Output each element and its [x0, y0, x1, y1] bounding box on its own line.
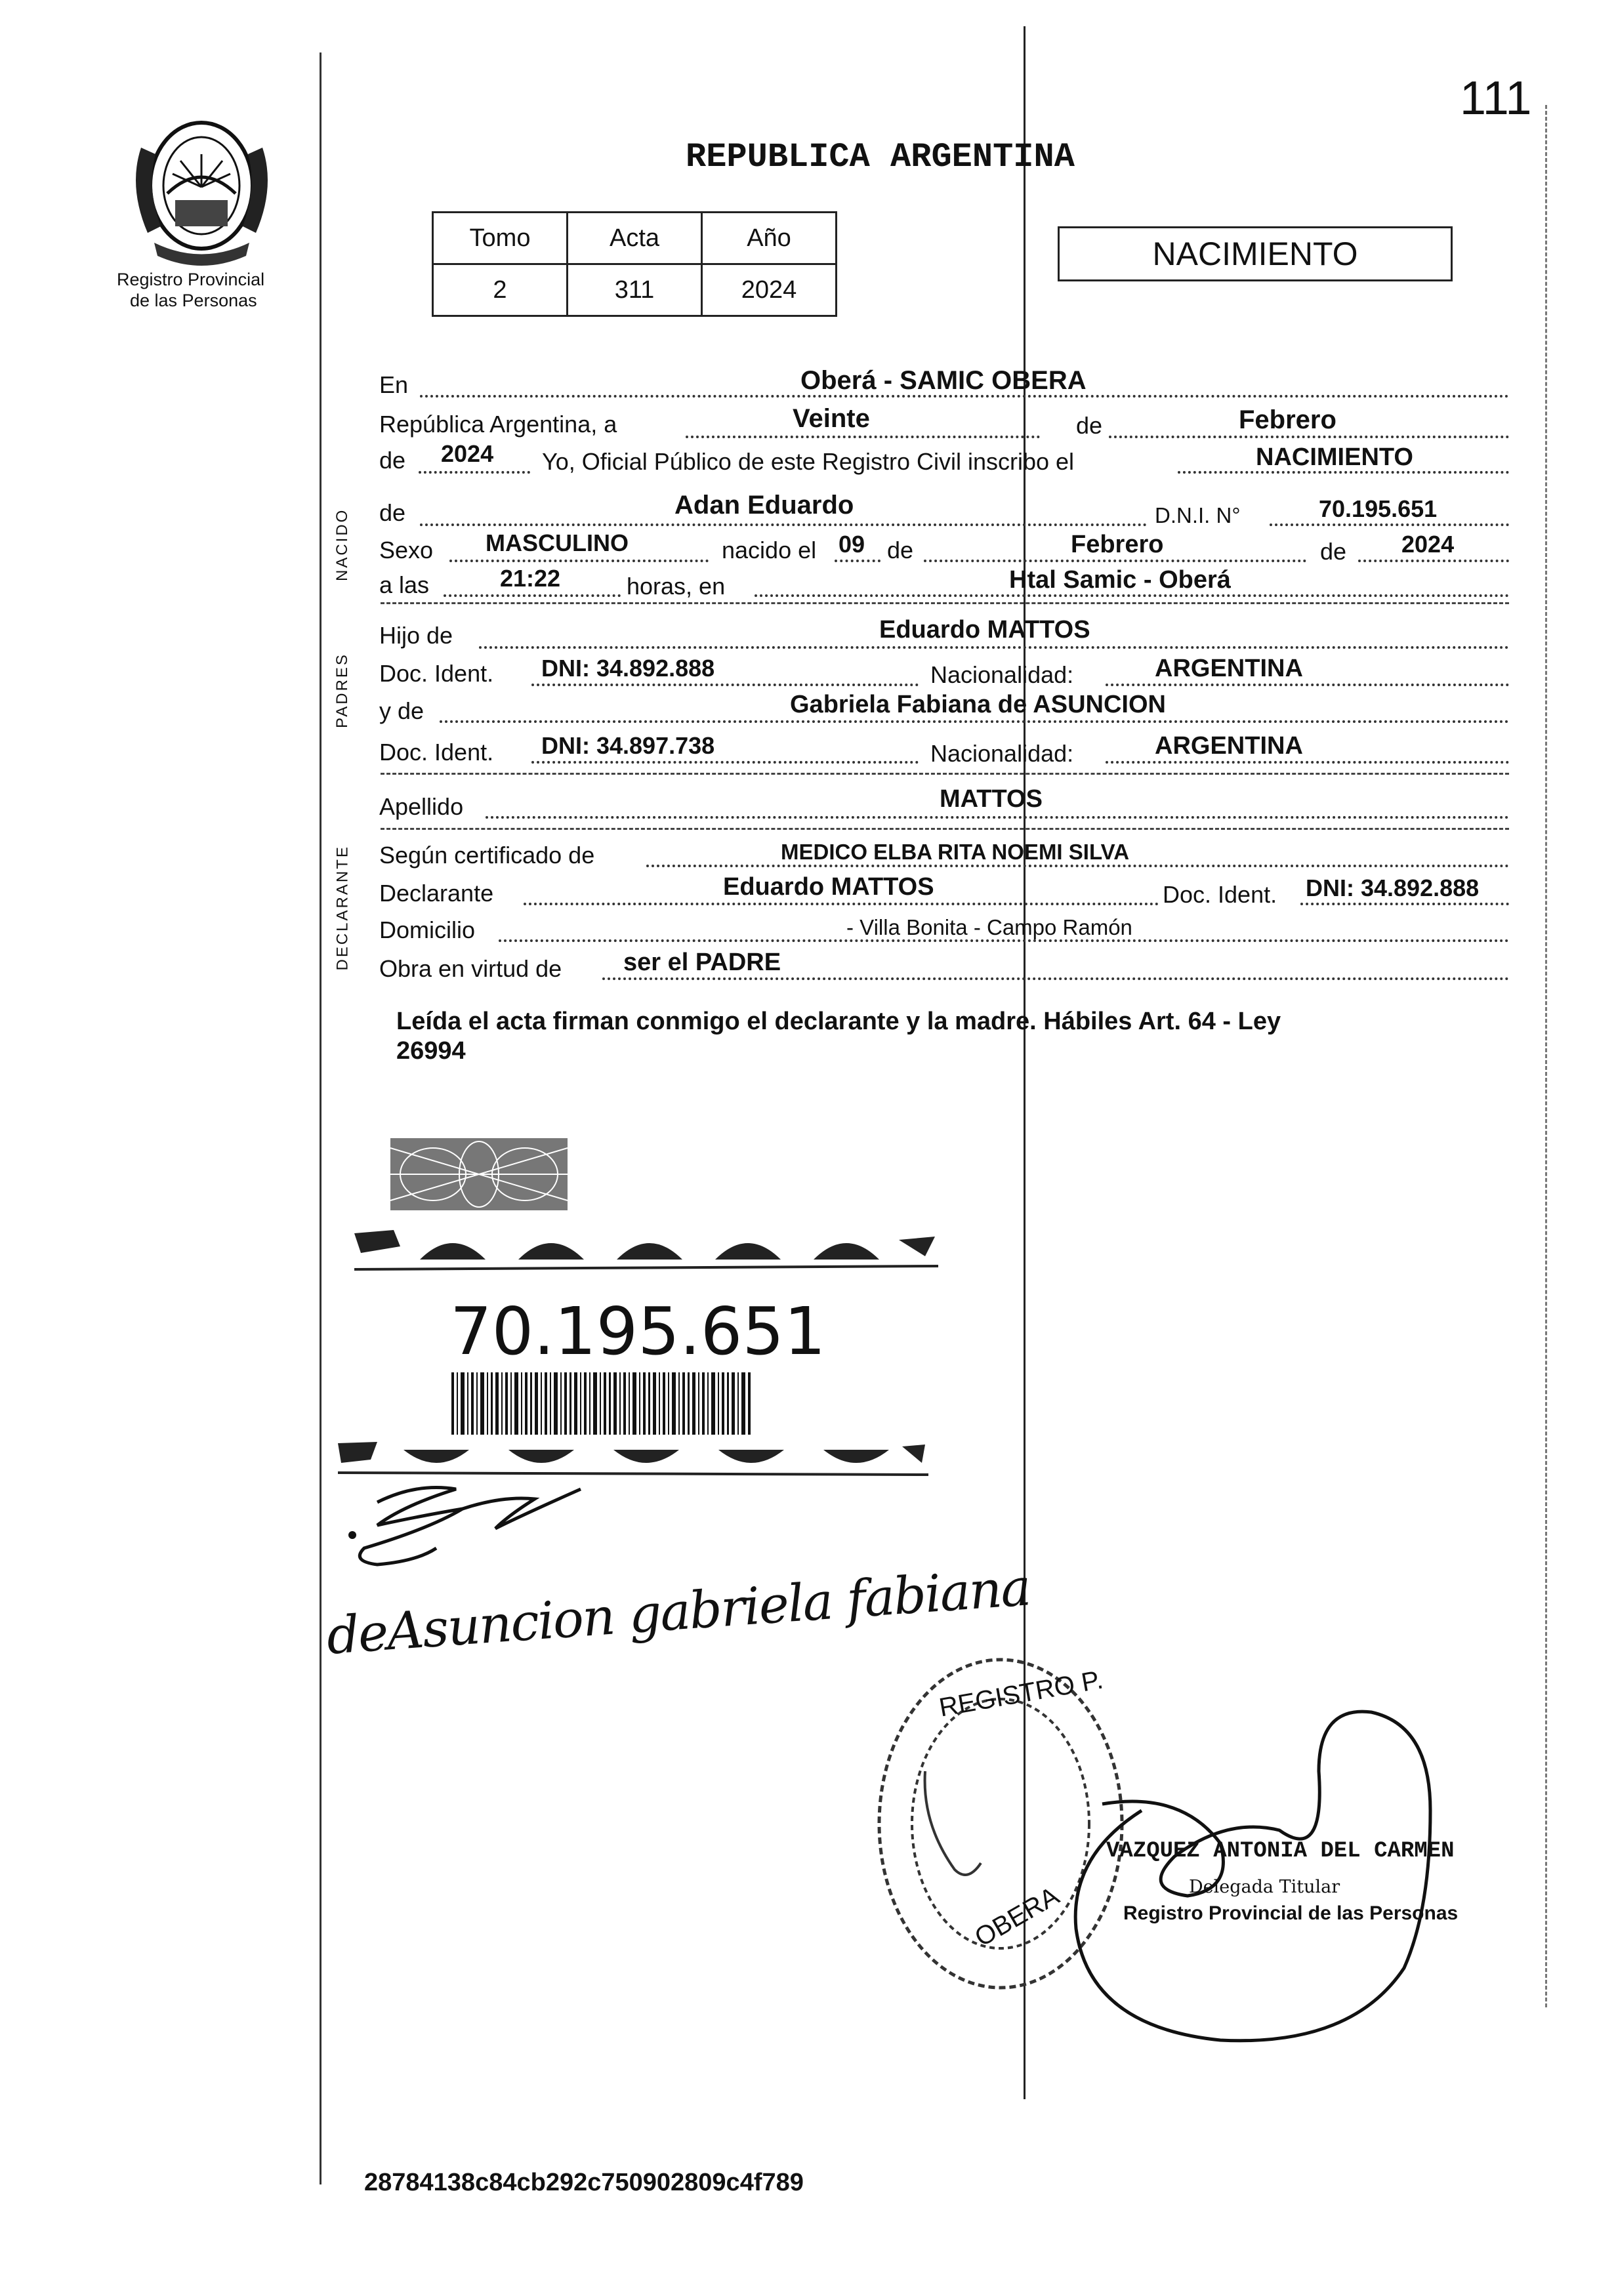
certificado-label: Según certificado de [379, 842, 595, 869]
day-value: Veinte [793, 404, 870, 433]
padre-nac-value: ARGENTINA [1155, 655, 1303, 682]
apellido-value: MATTOS [940, 785, 1043, 813]
sticker-id-number: 70.195.651 [450, 1293, 826, 1370]
section-label-padres: PADRES [333, 653, 351, 728]
year-value: 2024 [441, 440, 494, 467]
misiones-emblem [115, 108, 289, 272]
dni-label: D.N.I. N° [1155, 503, 1241, 527]
en-label: En [379, 371, 409, 398]
domicilio-value: - Villa Bonita - Campo Ramón [846, 915, 1132, 939]
official-registry: Registro Provincial de las Personas [1123, 1902, 1459, 1924]
oficial-text: Yo, Oficial Público de este Registro Civil inscribo el [542, 448, 1075, 475]
seal-text-top: REGISTRO P. [937, 1665, 1106, 1723]
sexo-dots [449, 560, 709, 562]
separator-padres [381, 773, 1509, 775]
nacido-el-label: nacido el [722, 537, 817, 564]
en-value: Oberá - SAMIC OBERA [800, 366, 1087, 395]
birth-year-value: 2024 [1401, 531, 1455, 558]
hora-value: 21:22 [500, 565, 561, 592]
section-label-declarante: DECLARANTE [333, 845, 352, 971]
birth-day-value: 09 [839, 531, 865, 558]
domicilio-label: Domicilio [379, 916, 476, 943]
obra-label: Obra en virtud de [379, 955, 562, 982]
tomo-header: Tomo [433, 213, 568, 264]
de-label-3: de [379, 499, 406, 526]
de-label-1: de [1076, 412, 1103, 439]
left-margin-rule [320, 52, 321, 2184]
de-label-5: de [1320, 538, 1347, 565]
declarant-signature [338, 1469, 600, 1574]
right-margin-rule [1545, 105, 1547, 2007]
acta-header: Acta [568, 213, 702, 264]
madre-dni-value: DNI: 34.897.738 [541, 732, 715, 759]
official-title: Delegada Titular [1189, 1877, 1340, 1897]
separator-apellido [381, 828, 1509, 830]
country-title: REPUBLICA ARGENTINA [686, 138, 1075, 176]
nombre-value: Adan Eduardo [674, 491, 854, 520]
y-de-label: y de [379, 697, 425, 724]
seal-text-bottom: OBERA [970, 1881, 1064, 1953]
republica-label: República Argentina, a [379, 411, 617, 438]
separator-nacido [381, 602, 1509, 604]
de-label-2: de [379, 447, 406, 474]
official-name: VAZQUEZ ANTONIA DEL CARMEN [1106, 1839, 1455, 1864]
obra-value: ser el PADRE [623, 949, 781, 976]
dni-value: 70.195.651 [1319, 495, 1438, 522]
apellido-dots [486, 816, 1509, 819]
mother-signature: deAsuncion gabriela fabiana [324, 1558, 1032, 1666]
padre-value: Eduardo MATTOS [879, 616, 1090, 644]
padre-dots [479, 646, 1509, 649]
acto-value: NACIMIENTO [1256, 443, 1413, 471]
de-label-4: de [887, 537, 914, 564]
sexo-label: Sexo [379, 537, 434, 564]
horas-en-label: horas, en [627, 573, 726, 600]
nacionalidad-label-2: Nacionalidad: [930, 740, 1074, 767]
year-dots [419, 471, 530, 474]
closing-line-2: 26994 [396, 1037, 466, 1065]
tomo-value: 2 [433, 264, 568, 316]
lugar-value: Htal Samic - Oberá [1009, 566, 1231, 594]
security-pattern-band-1 [354, 1220, 938, 1282]
doc-ident-label-1: Doc. Ident. [379, 660, 494, 687]
anio-value: 2024 [702, 264, 837, 316]
volume-table [432, 211, 837, 317]
apellido-label: Apellido [379, 793, 464, 820]
nacionalidad-label-1: Nacionalidad: [930, 661, 1074, 688]
declarante-dni-value: DNI: 34.892.888 [1306, 874, 1480, 901]
madre-value: Gabriela Fabiana de ASUNCION [790, 691, 1166, 718]
day-dots [686, 436, 1040, 438]
page-number: 111 [1460, 72, 1532, 125]
anio-header: Año [702, 213, 837, 264]
doc-ident-label-3: Doc. Ident. [1163, 881, 1277, 908]
hora-dots [444, 594, 621, 597]
footer-hash: 28784138c84cb292c750902809c4f789 [364, 2169, 804, 2196]
security-pattern-top [387, 1135, 571, 1214]
declarante-dots [524, 903, 1159, 905]
doc-ident-label-2: Doc. Ident. [379, 739, 494, 766]
registry-label-line2: de las Personas [130, 291, 257, 310]
section-label-nacido: NACIDO [333, 508, 351, 581]
nombre-dots [420, 523, 1147, 526]
declarante-label: Declarante [379, 880, 494, 907]
declarante-value: Eduardo MATTOS [723, 873, 934, 901]
madre-nac-value: ARGENTINA [1155, 732, 1303, 760]
acta-value: 311 [568, 264, 702, 316]
registry-label-line1: Registro Provincial [117, 270, 265, 289]
doc-type-box: NACIMIENTO [1058, 226, 1453, 281]
month-value: Febrero [1239, 405, 1336, 434]
sexo-value: MASCULINO [486, 529, 629, 556]
barcode [451, 1372, 753, 1435]
month-dots [1109, 436, 1509, 438]
birth-month-value: Febrero [1071, 531, 1164, 558]
hijo-de-label: Hijo de [379, 622, 453, 649]
madre-dots [440, 720, 1509, 723]
a-las-label: a las [379, 571, 430, 598]
closing-line-1: Leída el acta firman conmigo el declarante y la madre. Hábiles Art. 64 - Ley [396, 1008, 1281, 1035]
padre-dni-value: DNI: 34.892.888 [541, 655, 715, 682]
certificado-value: MEDICO ELBA RITA NOEMI SILVA [781, 840, 1130, 864]
